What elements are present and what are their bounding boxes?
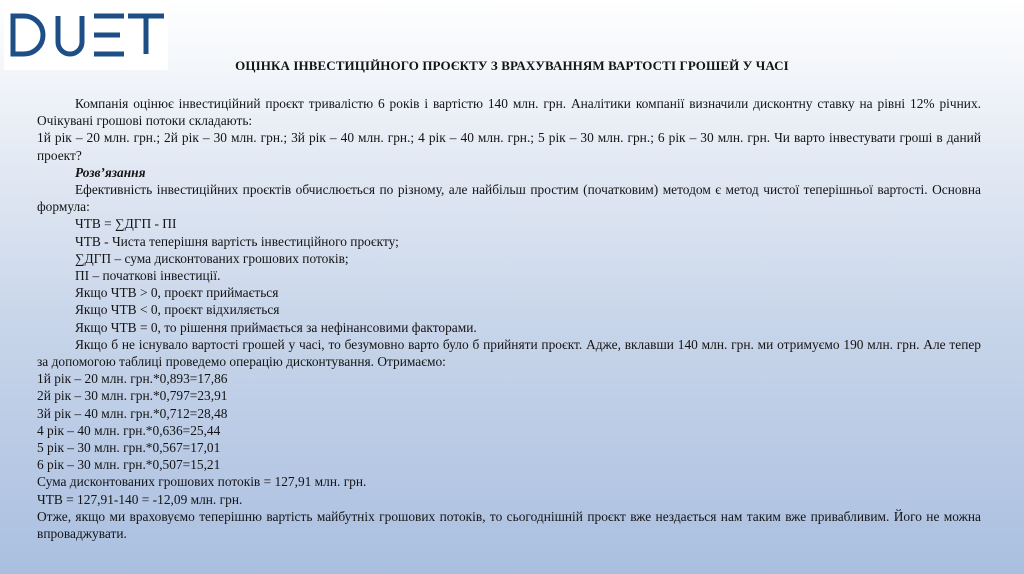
calc-line: ЧТВ = 127,91-140 = -12,09 млн. грн. <box>37 491 243 507</box>
formula-line: Якщо ЧТВ > 0, проєкт приймається <box>75 285 279 301</box>
formula-line: ЧТВ = ∑ДГП - ПІ <box>75 216 177 232</box>
calc-line: 4 рік – 40 млн. грн.*0,636=25,44 <box>37 422 221 438</box>
formula-line: ∑ДГП – сума дисконтованих грошових потоків; <box>75 250 349 266</box>
calc-line: 6 рік – 30 млн. грн.*0,507=15,21 <box>37 457 221 473</box>
formula-line: ПІ – початкові інвестиції. <box>75 268 221 284</box>
calc-line: 2й рік – 30 млн. грн.*0,797=23,91 <box>37 388 228 404</box>
conclusion: Отже, якщо ми враховуємо теперішню вартість майбутніх грошових потоків, то сьогоднішній проєкт вже нездається нам таким вже привабливим. Його не можна впроваджувати. <box>37 508 981 542</box>
formula-line: ЧТВ - Чиста теперішня вартість інвестиційного проєкту; <box>75 233 399 249</box>
explanation: Якщо б не існувало вартості грошей у часі, то безумовно варто було б прийняти проєкт. Адже, вклавши 140 млн. грн. ми отримуємо 190 млн. грн. Але тепер за допомогою таблиці проведемо операцію дисконтування. Отримаємо: <box>37 336 981 370</box>
solution-heading: Розв’язання <box>75 164 146 180</box>
cash-flows: 1й рік – 20 млн. грн.; 2й рік – 30 млн. грн.; 3й рік – 40 млн. грн.; 4 рік – 40 млн. грн.; 5 рік – 30 млн. грн.; 6 рік – 30 млн. грн. Чи варто інвестувати гроші в даний проект? <box>37 130 981 163</box>
problem-statement: Компанія оцінює інвестиційний проєкт тривалістю 6 років і вартістю 140 млн. грн. Аналітики компанії визначили дисконтну ставку на рівні 12% річних. Очікувані грошові потоки складають: <box>37 96 981 129</box>
page-title: ОЦІНКА ІНВЕСТИЦІЙНОГО ПРОЄКТУ З ВРАХУВАННЯМ ВАРТОСТІ ГРОШЕЙ У ЧАСІ <box>235 58 789 73</box>
formula-line: Якщо ЧТВ = 0, то рішення приймається за нефінансовими факторами. <box>75 319 477 335</box>
document-body <box>37 95 981 542</box>
calc-line: 3й рік – 40 млн. грн.*0,712=28,48 <box>37 405 228 421</box>
calc-line: 5 рік – 30 млн. грн.*0,567=17,01 <box>37 440 221 456</box>
solution-intro: Ефективність інвестиційних проєктів обчислюється по різному, але найбільш простим (початковим) методом є метод чистої теперішньої вартості. Основна формула: <box>37 182 981 215</box>
calc-line: 1й рік – 20 млн. грн.*0,893=17,86 <box>37 371 228 387</box>
calc-line: Сума дисконтованих грошових потоків = 127,91 млн. грн. <box>37 474 367 490</box>
formula-line: Якщо ЧТВ < 0, проєкт відхиляється <box>75 302 280 318</box>
